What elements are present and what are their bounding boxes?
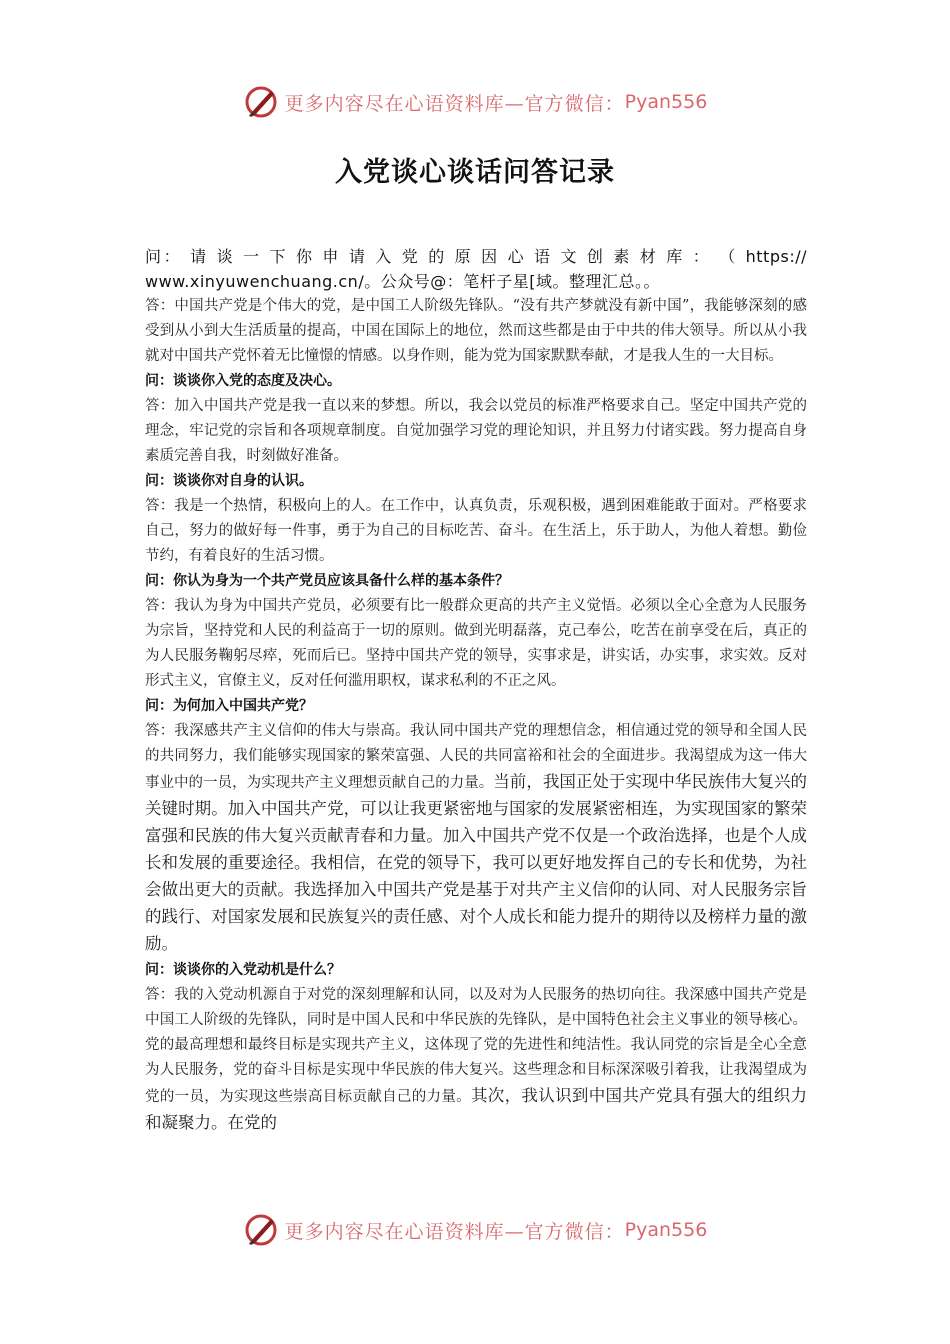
header-banner <box>0 82 950 122</box>
question-2: 问：谈谈你入党的态度及决心。 <box>145 373 341 389</box>
answer-6-part-1: 答：我的入党动机源自于对党的深刻理解和认同，以及对为人民服务的热切向往。我深感中国共产党是中国工人阶级的先锋队，同时是中国人民和中华民族的先锋队，是中国特色社会主义事业的领导核心。党的最高理想和最终目标是实现共产主义，这体现了党的先进性和纯洁性。我认同党的宗旨是全心全意为人民服务，党的奋斗目标是实现中华民族的伟大复兴。这些理念和目标深深吸引着我，让我渴望成为党的一员，为实现这些崇高目标贡献自己的力量。 <box>145 987 807 1105</box>
question-3: 问：谈谈你对自身的认识。 <box>145 473 313 489</box>
banner-wechat-id: Pyan556 <box>624 1219 708 1241</box>
document-title: 入党谈心谈话问答记录 <box>335 157 615 188</box>
answer-4: 答：我认为身为中国共产党员，必须要有比一般群众更高的共产主义觉悟。必须以全心全意为人民服务为宗旨，坚持党和人民的利益高于一切的原则。做到光明磊落，克己奉公，吃苦在前享受在后，真正的为人民服务鞠躬尽瘁，死而后已。坚持中国共产党的领导，实事求是，讲实话，办实事，求实效。反对形式主义，官僚主义，反对任何滥用职权，谋求私利的不正之风。 <box>145 598 807 689</box>
question-6: 问：谈谈你的入党动机是什么？ <box>145 962 341 978</box>
banner-text: 更多内容尽在心语资料库—官方微信： <box>284 92 625 115</box>
answer-6-part-2: 其次，我认识到中国共产党具有强大的组织力和凝聚力。在党的 <box>145 1086 808 1132</box>
answer-6 <box>145 983 807 1137</box>
answer-5 <box>145 719 807 958</box>
answer-3: 答：我是一个热情，积极向上的人。在工作中，认真负责，乐观积极，遇到困难能敢于面对。严格要求自己，努力的做好每一件事，勇于为自己的目标吃苦、奋斗。在生活上，乐于助人，为他人着想。勤俭节约，有着良好的生活习惯。 <box>145 498 807 564</box>
question-1: 问： 请 谈 一 下 你 申 请 入 党 的 原 因 心 语 文 创 素 材 库 ： （ https:// www.xinyuwenchuang.cn/。公众号@：笔杆子星[域。整理汇总。。 <box>145 247 807 291</box>
brush-logo-icon <box>243 83 281 121</box>
question-4: 问：你认为身为一个共产党员应该具备什么样的基本条件？ <box>145 573 509 589</box>
answer-5-part-1: 答：我深感共产主义信仰的伟大与崇高。我认同中国共产党的理想信念，相信通过党的领导和全国人民的共同努力，我们能够实现国家的繁荣富强、人民的共同富裕和社会的全面进步。我渴望成为这一伟大事业中的一员，为实现共产主义理想贡献自己的力量。 <box>145 723 807 791</box>
answer-2: 答：加入中国共产党是我一直以来的梦想。所以，我会以党员的标准严格要求自己。坚定中国共产党的理念，牢记党的宗旨和各项规章制度。自觉加强学习党的理论知识，并且努力付诸实践。努力提高自身素质完善自我，时刻做好准备。 <box>145 398 807 464</box>
footer-banner <box>0 1210 950 1250</box>
answer-5-part-2: 当前，我国正处于实现中华民族伟大复兴的关键时期。加入中国共产党，可以让我更紧密地与国家的发展紧密相连，为实现国家的繁荣富强和民族的伟大复兴贡献青春和力量。加入中国共产党不仅是一个政治选择，也是个人成长和发展的重要途径。我相信，在党的领导下，我可以更好地发挥自己的专长和优势，为社会做出更大的贡献。我选择加入中国共产党是基于对共产主义信仰的认同、对人民服务宗旨的践行、对国家发展和民族复兴的责任感、对个人成长和能力提升的期待以及榜样力量的激励。 <box>145 772 808 953</box>
banner-wechat-id: Pyan556 <box>624 91 708 113</box>
qa-body <box>145 244 807 1137</box>
answer-1: 答：中国共产党是个伟大的党，是中国工人阶级先锋队。“没有共产梦就没有新中国”，我能够深刻的感受到从小到大生活质量的提高，中国在国际上的地位，然而这些都是由于中共的伟大领导。所以从小我就对中国共产党怀着无比憧憬的情感。以身作则，能为党为国家默默奉献，才是我人生的一大目标。 <box>145 298 807 364</box>
banner-text: 更多内容尽在心语资料库—官方微信： <box>284 1220 625 1243</box>
question-5: 问：为何加入中国共产党？ <box>145 698 313 714</box>
brush-logo-icon <box>243 1211 281 1249</box>
